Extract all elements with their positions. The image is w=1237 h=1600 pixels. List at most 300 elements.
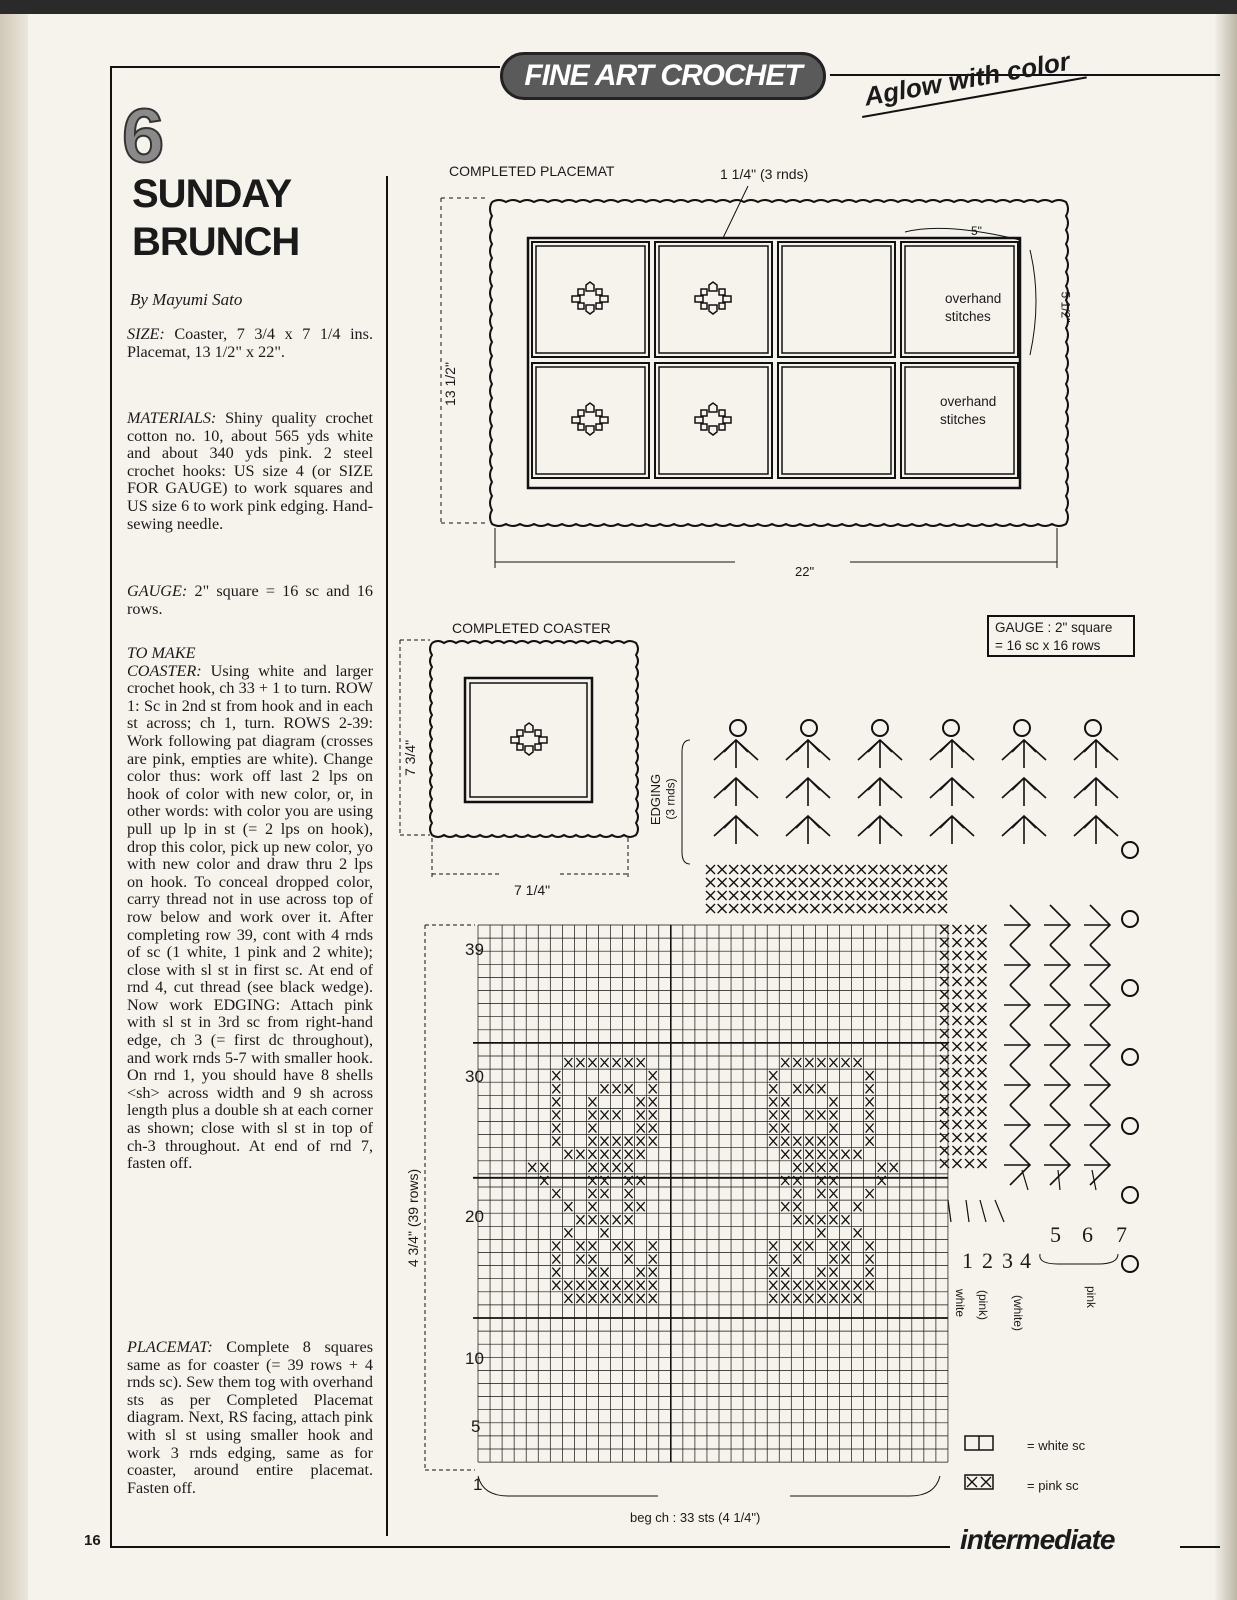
- sc-round-stitch: [776, 865, 785, 874]
- edging-shell: [1044, 985, 1070, 1025]
- pink-stitch: [564, 1281, 572, 1290]
- to-make-label: TO MAKE: [127, 644, 196, 662]
- sc-round-stitch: [880, 904, 889, 913]
- pink-stitch: [637, 1124, 645, 1133]
- pink-stitch: [625, 1281, 633, 1290]
- sc-round-stitch: [953, 1146, 962, 1155]
- sc-round-stitch: [776, 878, 785, 887]
- picot: [1085, 720, 1101, 736]
- sc-round-stitch: [978, 964, 987, 973]
- pink-stitch: [649, 1084, 657, 1093]
- title-line-1: SUNDAY: [132, 172, 292, 216]
- pink-stitch: [781, 1110, 789, 1119]
- sc-round-stitch: [978, 990, 987, 999]
- edging-shell: [714, 740, 758, 768]
- sc-round-stitch: [965, 1055, 974, 1064]
- pink-stitch: [601, 1215, 609, 1224]
- sc-round-stitch: [834, 891, 843, 900]
- pink-stitch: [829, 1097, 837, 1106]
- rnd-number: 7: [1116, 1222, 1127, 1247]
- sc-round-stitch: [938, 865, 947, 874]
- placemat-square-inner: [782, 367, 891, 474]
- title-line-2: BRUNCH: [132, 220, 300, 264]
- pink-stitch: [854, 1150, 862, 1159]
- sc-round-stitch: [965, 990, 974, 999]
- pink-stitch: [552, 1241, 560, 1250]
- sc-round-stitch: [822, 865, 831, 874]
- pink-stitch: [576, 1150, 584, 1159]
- pink-stitch: [588, 1255, 596, 1264]
- sc-round-stitch: [752, 904, 761, 913]
- pink-stitch: [817, 1189, 825, 1198]
- pink-stitch: [866, 1189, 874, 1198]
- pink-stitch: [817, 1084, 825, 1093]
- sc-round-stitch: [718, 904, 727, 913]
- rnd-number: 3: [1002, 1248, 1013, 1273]
- placemat-width-dim: 22": [795, 564, 815, 579]
- pink-stitch: [842, 1281, 850, 1290]
- pink-stitch: [842, 1150, 850, 1159]
- sc-round-stitch: [953, 964, 962, 973]
- pink-stitch: [649, 1281, 657, 1290]
- sc-round-stitch: [978, 1016, 987, 1025]
- pink-stitch: [588, 1137, 596, 1146]
- pink-stitch: [866, 1241, 874, 1250]
- sc-round-stitch: [857, 891, 866, 900]
- sc-round-stitch: [965, 951, 974, 960]
- sc-round-stitch: [965, 1120, 974, 1129]
- pink-stitch: [769, 1255, 777, 1264]
- sc-round-stitch: [880, 891, 889, 900]
- picot: [801, 720, 817, 736]
- pink-stitch: [793, 1202, 801, 1211]
- edging-shell: [714, 778, 758, 806]
- sc-round-stitch: [764, 904, 773, 913]
- pink-stitch: [805, 1281, 813, 1290]
- edging-shell: [1084, 905, 1110, 945]
- sc-round-stitch: [965, 1003, 974, 1012]
- pink-stitch: [576, 1294, 584, 1303]
- sc-round-stitch: [729, 878, 738, 887]
- pink-stitch: [829, 1110, 837, 1119]
- pink-stitch: [793, 1241, 801, 1250]
- pink-stitch: [625, 1137, 633, 1146]
- pink-stitch: [805, 1215, 813, 1224]
- sc-round-stitch: [810, 891, 819, 900]
- edging-shell: [1002, 778, 1046, 806]
- sc-round-stitch: [810, 878, 819, 887]
- edging-shell: [1004, 905, 1030, 945]
- pink-stitch: [576, 1241, 584, 1250]
- pink-stitch: [829, 1215, 837, 1224]
- rnd-number: 4: [1020, 1248, 1031, 1273]
- picot: [943, 720, 959, 736]
- dim-line: [400, 640, 628, 878]
- square-width-dim: 5": [971, 224, 982, 238]
- placemat-square: [778, 363, 895, 478]
- sc-round-stitch: [978, 1120, 987, 1129]
- sc-round-stitch: [741, 865, 750, 874]
- sc-round-stitch: [764, 878, 773, 887]
- pink-stitch: [817, 1294, 825, 1303]
- pink-stitch: [769, 1294, 777, 1303]
- pink-stitch: [649, 1241, 657, 1250]
- pink-stitch: [817, 1215, 825, 1224]
- motif-icon: [572, 403, 608, 435]
- sc-round-stitch: [752, 891, 761, 900]
- placemat-square: [532, 363, 649, 478]
- sc-round-stitch: [953, 1120, 962, 1129]
- sc-round-stitch: [903, 891, 912, 900]
- pattern-number: 6: [122, 94, 165, 179]
- dim-line: [425, 925, 475, 1470]
- pink-stitch: [854, 1202, 862, 1211]
- pink-stitch: [625, 1294, 633, 1303]
- edging-shell: [1044, 905, 1070, 945]
- motif-icon: [572, 282, 608, 314]
- sc-round-stitch: [729, 891, 738, 900]
- pink-stitch: [769, 1071, 777, 1080]
- pink-stitch: [625, 1202, 633, 1211]
- pink-stitch: [829, 1281, 837, 1290]
- pink-stitch: [588, 1241, 596, 1250]
- pink-stitch: [793, 1084, 801, 1093]
- pink-stitch: [817, 1228, 825, 1237]
- pink-stitch: [637, 1281, 645, 1290]
- picot: [1122, 842, 1138, 858]
- sc-round-stitch: [978, 1107, 987, 1116]
- byline: By Mayumi Sato: [130, 290, 243, 309]
- pink-stitch: [781, 1058, 789, 1067]
- placemat-square-inner: [905, 367, 1014, 474]
- sc-round-stitch: [857, 878, 866, 887]
- pink-stitch: [805, 1241, 813, 1250]
- pink-stitch: [817, 1137, 825, 1146]
- pink-stitch: [601, 1137, 609, 1146]
- pink-stitch: [829, 1189, 837, 1198]
- pink-stitch: [866, 1110, 874, 1119]
- beg-chain-label: beg ch : 33 sts (4 1/4"): [630, 1510, 761, 1525]
- pink-stitch: [829, 1255, 837, 1264]
- sc-round-stitch: [978, 1029, 987, 1038]
- pink-stitch: [829, 1241, 837, 1250]
- pink-stitch: [576, 1255, 584, 1264]
- placemat-square: [901, 242, 1018, 357]
- sc-round-stitch: [892, 865, 901, 874]
- pink-stitch: [793, 1189, 801, 1198]
- sc-round-stitch: [845, 904, 854, 913]
- dim-arc: [905, 228, 1036, 355]
- pink-stitch: [769, 1268, 777, 1277]
- pink-stitch: [649, 1124, 657, 1133]
- sc-round-stitch: [965, 1016, 974, 1025]
- sc-round-stitch: [799, 878, 808, 887]
- sc-round-stitch: [915, 878, 924, 887]
- size-text: Coaster, 7 3/4 x 7 1/4 ins. Placemat, 13 1/2" x 22".: [127, 325, 374, 361]
- edging-shell: [1044, 1025, 1070, 1065]
- edging-shell: [1004, 985, 1030, 1025]
- pink-stitch: [866, 1137, 874, 1146]
- pink-stitch: [793, 1137, 801, 1146]
- edging-shell: [1044, 1145, 1070, 1185]
- row-label: 10: [465, 1349, 484, 1368]
- pink-stitch: [781, 1294, 789, 1303]
- sc-round-stitch: [938, 878, 947, 887]
- materials-label: MATERIALS:: [127, 409, 217, 427]
- edging-shell: [1044, 1065, 1070, 1105]
- edging-shell: [1044, 945, 1070, 985]
- pink-stitch: [552, 1137, 560, 1146]
- sc-round-stitch: [978, 1003, 987, 1012]
- pink-stitch: [854, 1294, 862, 1303]
- placemat-square-inner: [905, 246, 1014, 353]
- rnd-color-label: white: [953, 1288, 968, 1318]
- sc-round-stitch: [965, 1133, 974, 1142]
- sc-round-stitch: [938, 891, 947, 900]
- sc-round-stitch: [926, 904, 935, 913]
- pink-stitch: [842, 1215, 850, 1224]
- picot: [1122, 1187, 1138, 1203]
- leader-line: [723, 186, 748, 238]
- pink-stitch: [781, 1281, 789, 1290]
- pink-stitch: [637, 1097, 645, 1106]
- picot: [730, 720, 746, 736]
- pink-stitch: [649, 1110, 657, 1119]
- sc-round-stitch: [953, 951, 962, 960]
- sc-round-stitch: [799, 865, 808, 874]
- pink-stitch: [829, 1294, 837, 1303]
- pink-stitch: [564, 1228, 572, 1237]
- row-label: 20: [465, 1207, 484, 1226]
- sc-round-stitch: [880, 878, 889, 887]
- sc-round-stitch: [810, 904, 819, 913]
- sc-round-stitch: [822, 878, 831, 887]
- dim-bracket: [478, 1476, 940, 1496]
- dim-line: [495, 528, 1057, 568]
- edging-shell: [1084, 945, 1110, 985]
- rnd-number: 6: [1082, 1222, 1093, 1247]
- rnd-pointer: [948, 1170, 1096, 1222]
- pink-stitch: [769, 1241, 777, 1250]
- sc-round-stitch: [978, 925, 987, 934]
- sc-round-stitch: [752, 865, 761, 874]
- section-banner: FINE ART CROCHET: [500, 52, 826, 100]
- sc-round-stitch: [953, 1133, 962, 1142]
- pink-stitch: [613, 1058, 621, 1067]
- pink-stitch: [588, 1189, 596, 1198]
- coaster-inner: [470, 683, 587, 797]
- placemat-text: Complete 8 squares same as for coaster (= 39 rows + 4 rnds sc). Sew them tog with overhand sts as per Completed Placemat diagram. Next, RS facing, attach pink with sl st using smaller hook and work 3 rnds edging, same as for coaster, around entire placemat. Fasten off.: [127, 1338, 373, 1497]
- skill-level: intermediate: [960, 1524, 1115, 1555]
- sc-round-stitch: [953, 938, 962, 947]
- sc-round-stitch: [787, 891, 796, 900]
- sc-round-stitch: [776, 891, 785, 900]
- edging-shell: [786, 816, 830, 844]
- sc-round-stitch: [822, 891, 831, 900]
- rnd-color-label: pink: [1084, 1285, 1099, 1309]
- edging-bracket: [682, 740, 690, 864]
- sc-round-stitch: [868, 878, 877, 887]
- edging-shell: [1004, 1145, 1030, 1185]
- pink-stitch: [625, 1150, 633, 1159]
- edging-shell: [930, 816, 974, 844]
- edging-shell: [858, 778, 902, 806]
- sc-round-stitch: [978, 1042, 987, 1051]
- pink-stitch: [842, 1058, 850, 1067]
- sc-round-stitch: [706, 878, 715, 887]
- pink-stitch: [769, 1084, 777, 1093]
- border-dimension: 1 1/4" (3 rnds): [720, 166, 809, 182]
- pink-stitch: [781, 1202, 789, 1211]
- pink-stitch: [625, 1255, 633, 1264]
- pink-stitch: [769, 1124, 777, 1133]
- placemat-square: [655, 363, 772, 478]
- pink-stitch: [564, 1058, 572, 1067]
- pink-stitch: [793, 1150, 801, 1159]
- placemat-square: [655, 242, 772, 357]
- sc-round-stitch: [978, 1094, 987, 1103]
- sc-round-stitch: [978, 1068, 987, 1077]
- pink-stitch: [781, 1137, 789, 1146]
- pink-stitch: [552, 1084, 560, 1093]
- sc-round-stitch: [965, 925, 974, 934]
- pink-stitch: [637, 1202, 645, 1211]
- edging-shell: [1004, 1105, 1030, 1145]
- pink-stitch: [613, 1241, 621, 1250]
- pink-stitch: [552, 1124, 560, 1133]
- sc-round-stitch: [915, 891, 924, 900]
- sc-round-stitch: [834, 878, 843, 887]
- rnd-number: 5: [1050, 1222, 1061, 1247]
- pink-stitch: [613, 1110, 621, 1119]
- pink-stitch: [817, 1150, 825, 1159]
- sc-round-stitch: [776, 904, 785, 913]
- sc-round-stitch: [822, 904, 831, 913]
- picot: [1122, 980, 1138, 996]
- pink-stitch: [625, 1215, 633, 1224]
- legend-pink-swatch: [965, 1475, 993, 1489]
- placemat-square-inner: [659, 367, 768, 474]
- pink-stitch: [854, 1058, 862, 1067]
- sc-round-stitch: [857, 865, 866, 874]
- square-height-dim: 5 1/2": [1058, 291, 1073, 323]
- sc-round-stitch: [903, 878, 912, 887]
- sc-round-stitch: [953, 1003, 962, 1012]
- sc-round-stitch: [978, 1159, 987, 1168]
- pink-stitch: [552, 1110, 560, 1119]
- placemat-square: [778, 242, 895, 357]
- pink-stitch: [866, 1281, 874, 1290]
- pink-stitch: [866, 1268, 874, 1277]
- sc-round-stitch: [706, 865, 715, 874]
- pink-stitch: [588, 1294, 596, 1303]
- edging-shell: [786, 740, 830, 768]
- pink-stitch: [805, 1163, 813, 1172]
- pink-stitch: [866, 1071, 874, 1080]
- pink-stitch: [842, 1294, 850, 1303]
- rnd-number: 1: [962, 1248, 973, 1273]
- sc-round-stitch: [892, 891, 901, 900]
- pink-stitch: [769, 1137, 777, 1146]
- sc-round-stitch: [978, 1081, 987, 1090]
- pink-stitch: [817, 1281, 825, 1290]
- coaster-title: COMPLETED COASTER: [452, 620, 611, 636]
- pink-stitch: [588, 1150, 596, 1159]
- pink-stitch: [805, 1058, 813, 1067]
- pink-stitch: [601, 1268, 609, 1277]
- sc-round-stitch: [718, 878, 727, 887]
- pink-stitch: [817, 1110, 825, 1119]
- pink-stitch: [769, 1110, 777, 1119]
- pink-stitch: [601, 1281, 609, 1290]
- sc-round-stitch: [915, 904, 924, 913]
- sc-round-stitch: [965, 1146, 974, 1155]
- sc-round-stitch: [978, 938, 987, 947]
- pink-stitch: [842, 1241, 850, 1250]
- row-label: 1: [473, 1475, 483, 1494]
- page-number: 16: [84, 1532, 101, 1549]
- pink-stitch: [649, 1268, 657, 1277]
- picot: [1122, 1118, 1138, 1134]
- sc-round-stitch: [953, 1159, 962, 1168]
- pink-stitch: [854, 1228, 862, 1237]
- pink-stitch: [552, 1189, 560, 1198]
- coaster-outline: [430, 641, 638, 837]
- sc-round-stitch: [953, 977, 962, 986]
- pink-stitch: [588, 1058, 596, 1067]
- pink-stitch: [793, 1215, 801, 1224]
- pink-stitch: [829, 1268, 837, 1277]
- pink-stitch: [649, 1097, 657, 1106]
- pink-stitch: [805, 1110, 813, 1119]
- pink-stitch: [564, 1294, 572, 1303]
- pink-stitch: [613, 1084, 621, 1093]
- row-label: 39: [465, 940, 484, 959]
- placemat-square-inner: [536, 246, 645, 353]
- motif-icon: [695, 282, 731, 314]
- sc-round-stitch: [903, 904, 912, 913]
- placemat-square-inner: [536, 367, 645, 474]
- pink-stitch: [588, 1281, 596, 1290]
- gauge-box: GAUGE : 2" square = 16 sc x 16 rows: [987, 615, 1135, 657]
- sc-round-stitch: [834, 904, 843, 913]
- rnd-color-label: (pink): [976, 1289, 991, 1321]
- sc-round-stitch: [892, 878, 901, 887]
- chart-height-dim: 4 3/4" (39 rows): [405, 1168, 422, 1268]
- sc-round-stitch: [978, 977, 987, 986]
- overhand-note-1: overhand stitches: [945, 291, 1002, 324]
- placemat-square: [901, 363, 1018, 478]
- legend-white-label: = white sc: [1027, 1438, 1086, 1453]
- placemat-title: COMPLETED PLACEMAT: [449, 163, 615, 179]
- pink-stitch: [588, 1124, 596, 1133]
- sc-round-stitch: [845, 891, 854, 900]
- pink-stitch: [588, 1110, 596, 1119]
- sc-round-stitch: [953, 1029, 962, 1038]
- edging-shell: [1074, 816, 1118, 844]
- pink-stitch: [552, 1097, 560, 1106]
- coaster-border: [465, 678, 592, 802]
- overhand-note-2: overhand stitches: [940, 394, 997, 427]
- pink-stitch: [613, 1137, 621, 1146]
- pink-stitch: [625, 1189, 633, 1198]
- placemat-label: PLACEMAT:: [127, 1338, 213, 1356]
- pink-stitch: [842, 1255, 850, 1264]
- edging-rnds: (3 rnds): [663, 778, 678, 820]
- pink-stitch: [637, 1294, 645, 1303]
- dim-line: [441, 198, 489, 523]
- sc-round-stitch: [953, 1068, 962, 1077]
